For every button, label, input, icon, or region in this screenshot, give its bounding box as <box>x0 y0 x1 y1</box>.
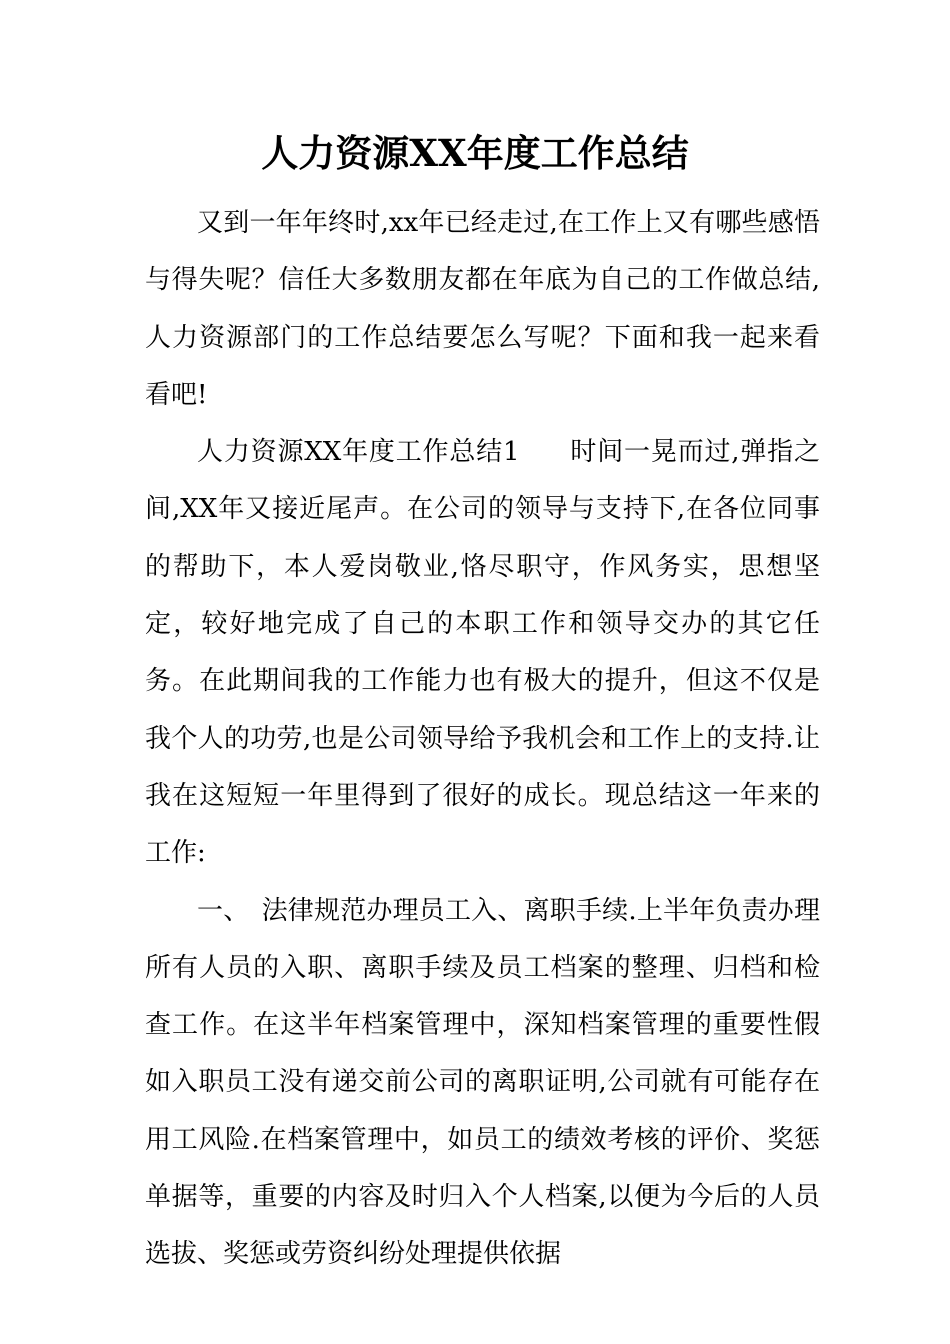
document-body <box>145 195 820 1284</box>
intro-text: 又到一年年终时,xx年已经走过,在工作上又有哪些感悟与得失呢？信任大多数朋友都在年底为自己的工作做总结,人力资源部门的工作总结要怎么写呢？下面和我一起来看看吧! <box>145 208 820 410</box>
item-1-number: 一、 <box>197 895 250 926</box>
section-1-heading: 人力资源XX年度工作总结1 <box>197 437 520 468</box>
item-1-paragraph <box>145 883 820 1284</box>
document-title: 人力资源XX年度工作总结 <box>261 131 689 175</box>
intro-paragraph <box>145 195 820 424</box>
section-1-paragraph <box>145 424 820 882</box>
section-1-text: 时间一晃而过,弹指之间,XX年又接近尾声。在公司的领导与支持下,在各位同事的帮助下，本人爱岗敬业,恪尽职守，作风务实，思想坚定，较好地完成了自己的本职工作和领导交办的其它任务。在此期间我的工作能力也有极大的提升，但这不仅是我个人的功劳,也是公司领导给予我机会和工作上的支持.让我在这短短一年里得到了很好的成长。现总结这一年来的工作: <box>145 437 821 869</box>
item-1-text: 法律规范办理员工入、离职手续.上半年负责办理所有人员的入职、离职手续及员工档案的整理、归档和检查工作。在这半年档案管理中，深知档案管理的重要性假如入职员工没有递交前公司的离职证明,公司就有可能存在用工风险.在档案管理中，如员工的绩效考核的评价、奖惩单据等，重要的内容及时归入个人档案,以便为今后的人员选拔、奖惩或劳资纠纷处理提供依据 <box>145 895 820 1270</box>
